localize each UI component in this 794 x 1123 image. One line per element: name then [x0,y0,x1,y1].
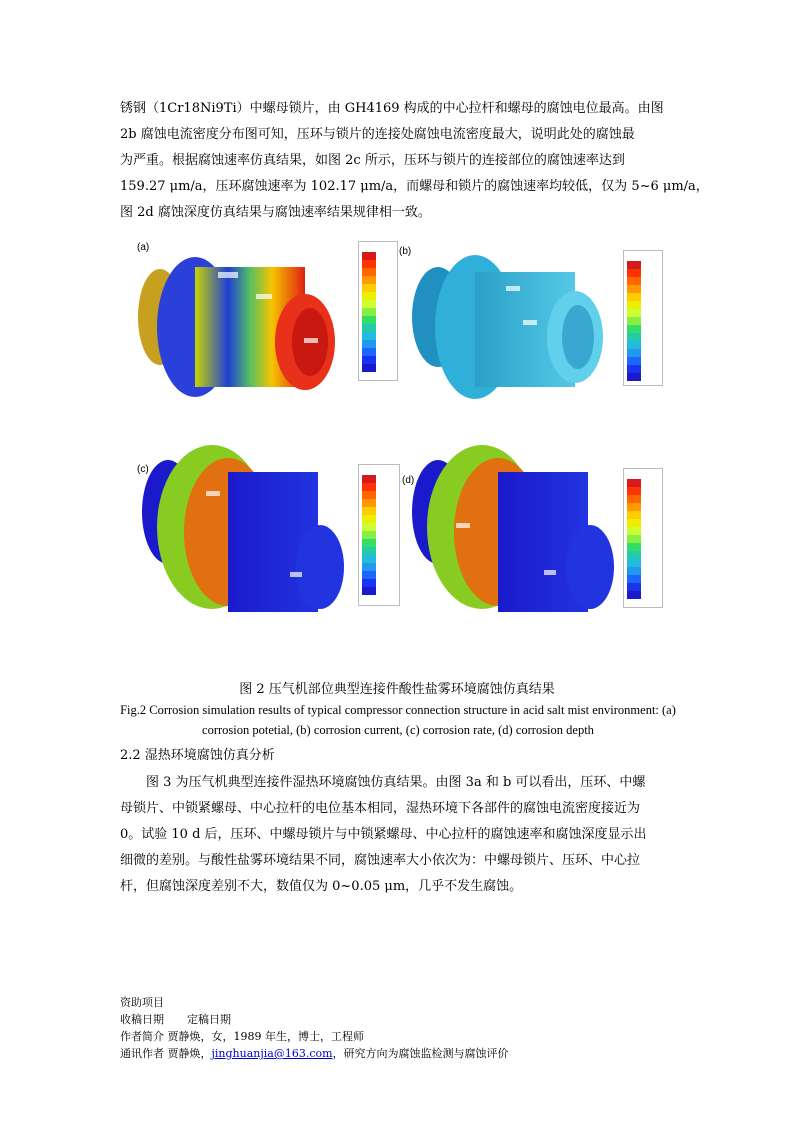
legend-swatch [362,563,376,571]
legend-swatch [627,559,641,567]
legend-swatch [362,300,376,308]
footnote-final: 定稿日期 [187,1013,231,1026]
legend-swatch [362,356,376,364]
legend-swatch [362,284,376,292]
legend-swatch [627,567,641,575]
legend-swatch [362,268,376,276]
legend-a [358,241,398,381]
legend-swatch [362,364,376,372]
text-line: 为严重。根据腐蚀速率仿真结果，如图 2c 所示，压环与锁片的连接部位的腐蚀速率达到 [120,153,625,168]
text-line: 图 3 为压气机典型连接件湿热环境腐蚀仿真结果。由图 3a 和 b 可以看出，压环、中螺 [146,775,646,790]
legend-swatch [362,523,376,531]
text-line: 2b 腐蚀电流密度分布图可知，压环与锁片的连接处腐蚀电流密度最大，说明此处的腐蚀最 [120,127,635,142]
text-line: 细微的差别。与酸性盐雾环境结果不同，腐蚀速率大小依次为：中螺母锁片、压环、中心拉 [120,853,641,868]
legend-b [623,250,663,386]
legend-swatch [627,373,641,381]
legend-swatch [627,511,641,519]
legend-swatch [362,579,376,587]
legend-swatch [362,332,376,340]
legend-swatch [362,276,376,284]
legend-swatch [627,487,641,495]
legend-c [358,464,400,606]
legend-swatch [627,285,641,293]
text-line: 图 2d 腐蚀深度仿真结果与腐蚀速率结果规律相一致。 [120,205,431,220]
paragraph-1 [120,96,709,226]
legend-swatch [362,260,376,268]
text-line: 锈钢（1Cr18Ni9Ti）中螺母锁片，由 GH4169 构成的中心拉杆和螺母的腐蚀电位最高。由图 [120,101,664,116]
legend-swatch [362,316,376,324]
legend-swatch [362,531,376,539]
legend-swatch [627,325,641,333]
legend-swatch [362,491,376,499]
legend-colorbar [362,252,376,372]
legend-swatch [627,277,641,285]
panel-b-model [412,255,603,399]
text-line: 杆，但腐蚀深度差别不大，数值仅为 0~0.05 μm，几乎不发生腐蚀。 [120,879,523,894]
legend-swatch [362,571,376,579]
legend-swatch [627,551,641,559]
legend-swatch [362,308,376,316]
corr-email-link[interactable]: jinghuanjia@163.com [211,1047,333,1060]
legend-swatch [362,539,376,547]
text-line: 母锁片、中锁紧螺母、中心拉杆的电位基本相同，湿热环境下各部件的腐蚀电流密度接近为 [120,801,641,816]
legend-swatch [362,292,376,300]
footnote-corr-suffix: ，研究方向为腐蚀监检测与腐蚀评价 [332,1047,509,1060]
legend-swatch [627,495,641,503]
footnote-corresponding [120,1045,509,1062]
legend-swatch [627,341,641,349]
panel-label-b: (b) [399,246,412,257]
legend-colorbar [627,479,641,599]
legend-swatch [362,340,376,348]
legend-swatch [627,269,641,277]
legend-swatch [627,333,641,341]
legend-swatch [627,365,641,373]
legend-colorbar [362,475,376,595]
legend-swatch [362,587,376,595]
footnote-author: 作者简介 贾静焕，女，1989 年生，博士，工程师 [120,1030,364,1043]
legend-swatch [362,348,376,356]
section-heading: 2.2 湿热环境腐蚀仿真分析 [120,748,275,763]
footnote-corr-prefix: 通讯作者 贾静焕， [120,1047,212,1060]
footnote-dates [120,1011,509,1028]
legend-colorbar [627,261,641,381]
footnote-funding: 资助项目 [120,996,164,1009]
footnote [120,994,509,1062]
legend-swatch [627,535,641,543]
legend-swatch [627,293,641,301]
panel-a-model [138,257,335,397]
legend-swatch [627,527,641,535]
text-line: 0。试验 10 d 后，压环、中螺母锁片与中锁紧螺母、中心拉杆的腐蚀速率和腐蚀深度显示出 [120,827,647,842]
legend-swatch [627,309,641,317]
legend-swatch [362,507,376,515]
legend-swatch [362,499,376,507]
panel-label-c: (c) [137,464,149,475]
legend-swatch [362,547,376,555]
text-line: 159.27 μm/a，压环腐蚀速率为 102.17 μm/a，而螺母和锁片的腐蚀速率均较低，仅为 5~6 μm/a， [120,179,709,194]
legend-d [623,468,663,608]
legend-swatch [627,575,641,583]
legend-swatch [362,475,376,483]
legend-swatch [627,591,641,599]
legend-swatch [362,483,376,491]
legend-swatch [627,261,641,269]
legend-swatch [627,349,641,357]
legend-swatch [627,583,641,591]
legend-swatch [627,357,641,365]
legend-swatch [627,519,641,527]
panel-label-a: (a) [137,242,150,253]
legend-swatch [627,317,641,325]
legend-swatch [362,555,376,563]
legend-swatch [362,515,376,523]
footnote-received: 收稿日期 [120,1013,164,1026]
figure-caption-cn: 图 2 压气机部位典型连接件酸性盐雾环境腐蚀仿真结果 [239,682,555,697]
legend-swatch [362,324,376,332]
figure-caption-en: Fig.2 Corrosion simulation results of typical compressor connection structure in acid salt mist environment: (a) corrosion potetial, (b) corrosion current, (c) corrosion rate, (d) corrosion depth [120,703,676,737]
panel-label-d: (d) [402,475,415,486]
paragraph-2 [120,770,676,900]
legend-swatch [362,252,376,260]
legend-swatch [627,301,641,309]
panel-c-model [142,445,344,612]
legend-swatch [627,543,641,551]
legend-swatch [627,503,641,511]
legend-swatch [627,479,641,487]
panel-d-model [412,445,614,612]
